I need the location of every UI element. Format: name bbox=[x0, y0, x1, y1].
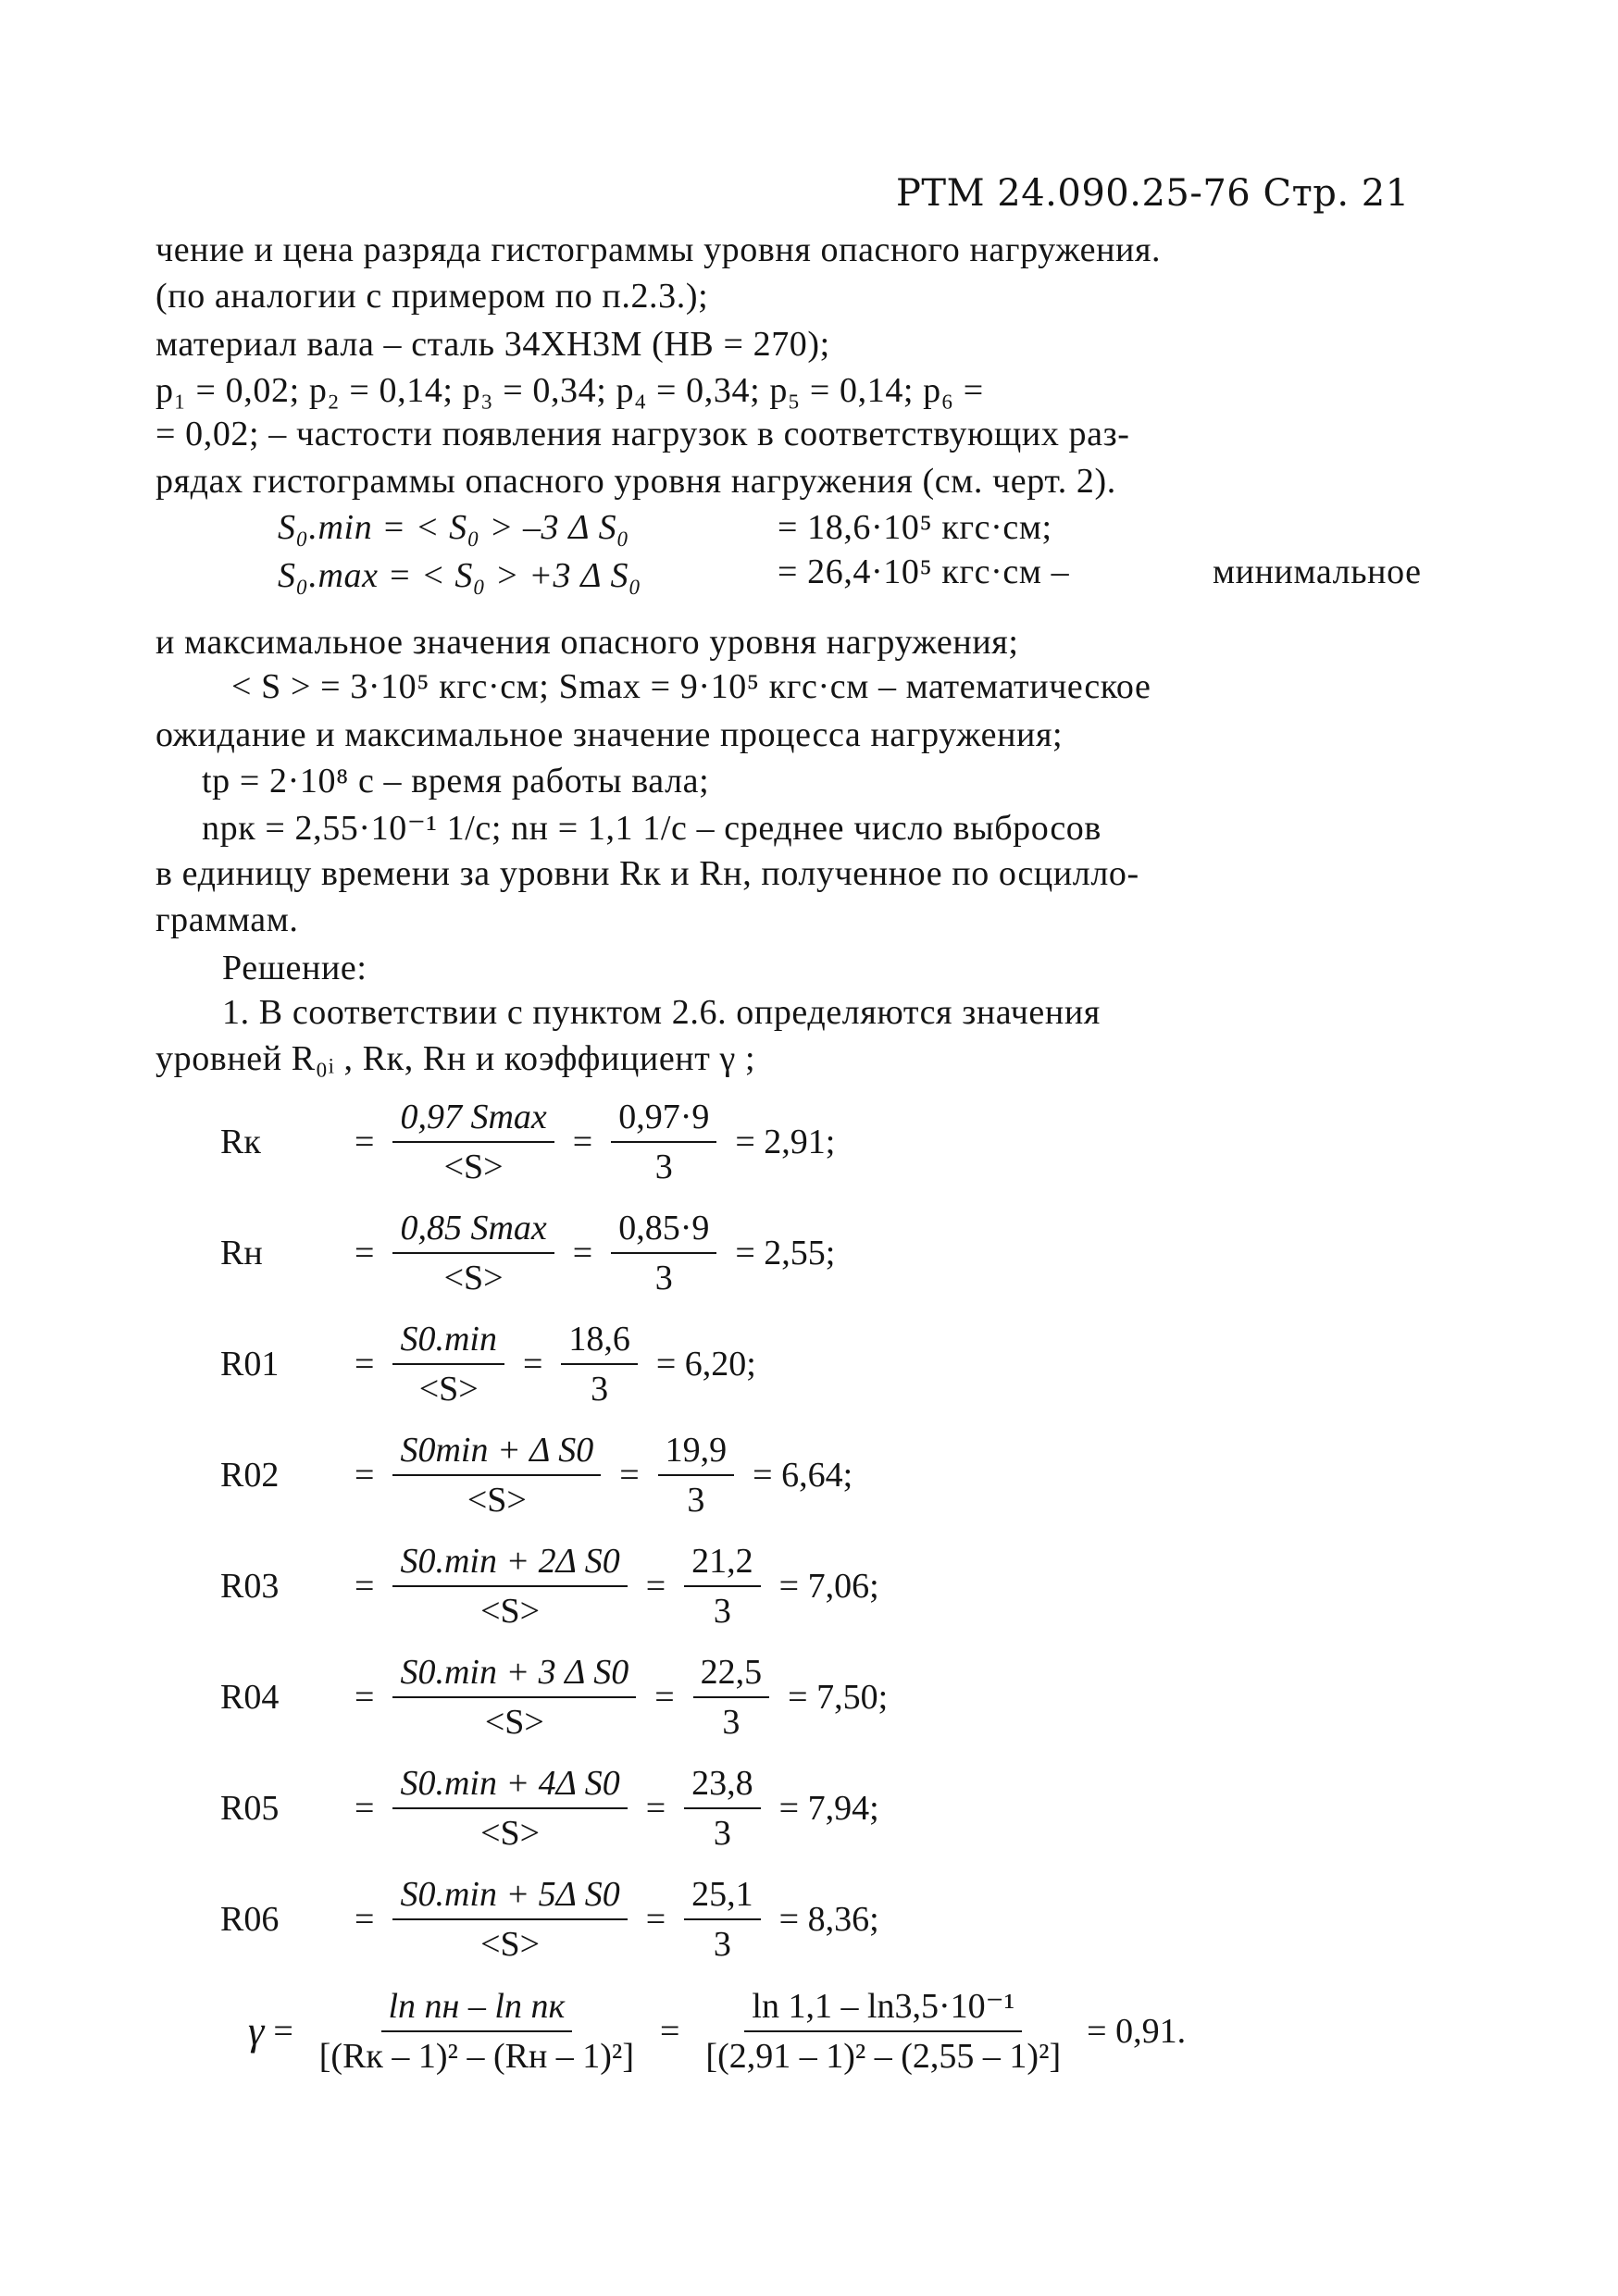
fraction-numerator: S0.min + 4Δ S0 bbox=[392, 1763, 627, 1809]
fraction-denominator: [(Rк – 1)² – (Rн – 1)²] bbox=[318, 2036, 634, 2076]
fraction-numerator: 0,97 Smax bbox=[392, 1097, 554, 1143]
fraction-denominator: <S> bbox=[418, 1370, 479, 1409]
p-values-line-3: рядах гистограммы опасного уровня нагружения (см. черт. 2). bbox=[156, 462, 1116, 501]
equation-result: = 7,50; bbox=[788, 1678, 889, 1717]
step-1-line-1: 1. В соответствии с пунктом 2.6. определяются значения bbox=[222, 993, 1101, 1032]
equation-r-04: R04 = $\frac{\text{S0.min + 3 Δ S0}}{<S>}$ = $\frac{22,5}{3}$ = 7,50; bbox=[220, 1653, 889, 1742]
fraction-denominator: 3 bbox=[713, 1814, 731, 1853]
fraction-denominator: 3 bbox=[713, 1925, 731, 1964]
equation-r-02: R02 = $\frac{\text{S0min + Δ S0}}{<S>}$ = $\frac{19,9}{3}$ = 6,64; bbox=[220, 1431, 853, 1520]
s-max-formula: S₀.max = < S₀ > +3 Δ S₀ bbox=[278, 556, 641, 595]
doc-reference: РТМ 24.090.25-76 bbox=[896, 172, 1251, 215]
page-number: 21 bbox=[1361, 172, 1410, 215]
s-max-value: = 26,4·10⁵ кгс·см – bbox=[778, 552, 1070, 591]
equation-result: = 6,20; bbox=[655, 1345, 756, 1384]
fraction-denominator: 3 bbox=[713, 1592, 731, 1631]
equation-lhs: R03 bbox=[220, 1567, 280, 1606]
fraction-numerator: 0,85 Smax bbox=[392, 1208, 554, 1254]
equation-result: = 2,55; bbox=[735, 1234, 836, 1272]
equation-lhs: Rн bbox=[220, 1234, 263, 1272]
p-values-line-1: p₁ = 0,02; p₂ = 0,14; p₃ = 0,34; p₄ = 0,34; p₅ = 0,14; p₆ = bbox=[156, 371, 984, 410]
fraction-denominator: 3 bbox=[687, 1481, 705, 1520]
s-max-tail: минимальное bbox=[1213, 552, 1422, 591]
equation-result: = 0,91. bbox=[1087, 2011, 1187, 2051]
equation-lhs: R06 bbox=[220, 1900, 280, 1939]
fraction-numerator: 0,85·9 bbox=[611, 1208, 716, 1254]
equation-result: = 7,06; bbox=[778, 1567, 879, 1606]
equation-lhs: Rк bbox=[220, 1123, 261, 1161]
equation-r-05: R05 = $\frac{\text{S0.min + 4Δ S0}}{<S>}$ = $\frac{23,8}{3}$ = 7,94; bbox=[220, 1764, 879, 1853]
step-1-line-2: уровней R₀ᵢ , Rк, Rн и коэффициент γ ; bbox=[156, 1039, 756, 1078]
fraction-numerator: S0.min + 2Δ S0 bbox=[392, 1541, 627, 1587]
equation-r-k: Rк = $\frac{0,97 Smax}{<S>}$ = $\frac{0,97\cdot 9}{3}$ = 2,91; bbox=[220, 1098, 836, 1186]
page-header bbox=[896, 172, 1410, 215]
fraction-denominator: <S> bbox=[443, 1148, 504, 1186]
text-line-b: < S > = 3·10⁵ кгс·см; Smax = 9·10⁵ кгс·см – математическое bbox=[231, 667, 1151, 706]
fraction-numerator: S0min + Δ S0 bbox=[392, 1430, 601, 1476]
intro-line-3: материал вала – сталь 34ХН3М (НВ = 270); bbox=[156, 325, 830, 364]
intro-line-2: (по аналогии с примером по п.2.3.); bbox=[156, 277, 709, 316]
solution-heading: Решение: bbox=[222, 949, 367, 987]
fraction-denominator: <S> bbox=[467, 1481, 527, 1520]
fraction-numerator: 25,1 bbox=[684, 1874, 761, 1920]
equation-result: = 7,94; bbox=[778, 1789, 879, 1828]
page-label: Стр. bbox=[1263, 172, 1350, 215]
equation-r-01: R01 = $\frac{S0.\min}{<S>}$ = $\frac{18,6}{3}$ = 6,20; bbox=[220, 1320, 756, 1409]
fraction-denominator: <S> bbox=[480, 1592, 541, 1631]
equation-result: = 6,64; bbox=[753, 1456, 853, 1495]
s-min-formula: S₀.min = < S₀ > –3 Δ S₀ bbox=[278, 508, 629, 547]
fraction-numerator: 23,8 bbox=[684, 1763, 761, 1809]
s-min-value: = 18,6·10⁵ кгс·см; bbox=[778, 508, 1052, 547]
fraction-denominator: 3 bbox=[654, 1259, 673, 1297]
fraction-numerator: S0.min + 5Δ S0 bbox=[392, 1874, 627, 1920]
equation-lhs: R02 bbox=[220, 1456, 280, 1495]
fraction-denominator: 3 bbox=[654, 1148, 673, 1186]
fraction-denominator: 3 bbox=[722, 1703, 741, 1742]
fraction-numerator: 0,97·9 bbox=[611, 1097, 716, 1143]
text-line-e: nрк = 2,55·10⁻¹ 1/с; nн = 1,1 1/с – среднее число выбросов bbox=[202, 809, 1101, 848]
text-line-c: ожидание и максимальное значение процесса нагружения; bbox=[156, 715, 1064, 754]
gamma-symbol: γ bbox=[248, 2008, 265, 2054]
fraction-numerator: S0.min + 3 Δ S0 bbox=[392, 1652, 636, 1698]
fraction-numerator: 19,9 bbox=[658, 1430, 735, 1476]
fraction-numerator: 18,6 bbox=[561, 1319, 638, 1365]
fraction-denominator: 3 bbox=[591, 1370, 609, 1409]
text-line-a: и максимальное значения опасного уровня нагружения; bbox=[156, 623, 1019, 662]
fraction-denominator: <S> bbox=[480, 1814, 541, 1853]
text-line-g: граммам. bbox=[156, 900, 299, 939]
fraction-denominator: <S> bbox=[484, 1703, 544, 1742]
equation-r-06: R06 = $\frac{\text{S0.min + 5Δ S0}}{<S>}$ = $\frac{25,1}{3}$ = 8,36; bbox=[220, 1875, 879, 1964]
equation-lhs: R05 bbox=[220, 1789, 280, 1828]
fraction-denominator: [(2,91 – 1)² – (2,55 – 1)²] bbox=[705, 2037, 1062, 2076]
equation-lhs: R04 bbox=[220, 1678, 280, 1717]
fraction-numerator: ln 1,1 – ln3,5·10⁻¹ bbox=[744, 1985, 1022, 2032]
equation-result: = 2,91; bbox=[735, 1123, 836, 1161]
text-line-f: в единицу времени за уровни Rк и Rн, полученное по осцилло- bbox=[156, 854, 1139, 893]
equation-result: = 8,36; bbox=[778, 1900, 879, 1939]
p-values-line-2: = 0,02; – частости появления нагрузок в соответствующих раз- bbox=[156, 415, 1130, 453]
text-line-d: tр = 2·10⁸ с – время работы вала; bbox=[202, 762, 710, 800]
fraction-numerator: 21,2 bbox=[684, 1541, 761, 1587]
equation-gamma: γ = $\frac{\text{ln nн – ln nк}}{\text{[(Rк – 1)² – (Rн – 1)²]}}$ = $\frac{\text{ln 1,1 – ln3,5·10⁻¹}}{\text{[(2,91 – 1)² – (2,55 – 1)²]}}$ = 0,91. bbox=[248, 1986, 1187, 2076]
fraction-denominator: <S> bbox=[480, 1925, 541, 1964]
equation-r-n: Rн = $\frac{0,85 Smax}{<S>}$ = $\frac{0,85\cdot 9}{3}$ = 2,55; bbox=[220, 1209, 836, 1297]
equation-lhs: R01 bbox=[220, 1345, 280, 1384]
intro-line-1: чение и цена разряда гистограммы уровня опасного нагружения. bbox=[156, 230, 1162, 269]
fraction-denominator: <S> bbox=[443, 1259, 504, 1297]
equation-r-03: R03 = $\frac{\text{S0.min + 2Δ S0}}{<S>}$ = $\frac{21,2}{3}$ = 7,06; bbox=[220, 1542, 879, 1631]
fraction-numerator: ln nн – ln nк bbox=[381, 1986, 573, 2032]
fraction-numerator: S0.min bbox=[392, 1319, 504, 1365]
fraction-numerator: 22,5 bbox=[693, 1652, 770, 1698]
